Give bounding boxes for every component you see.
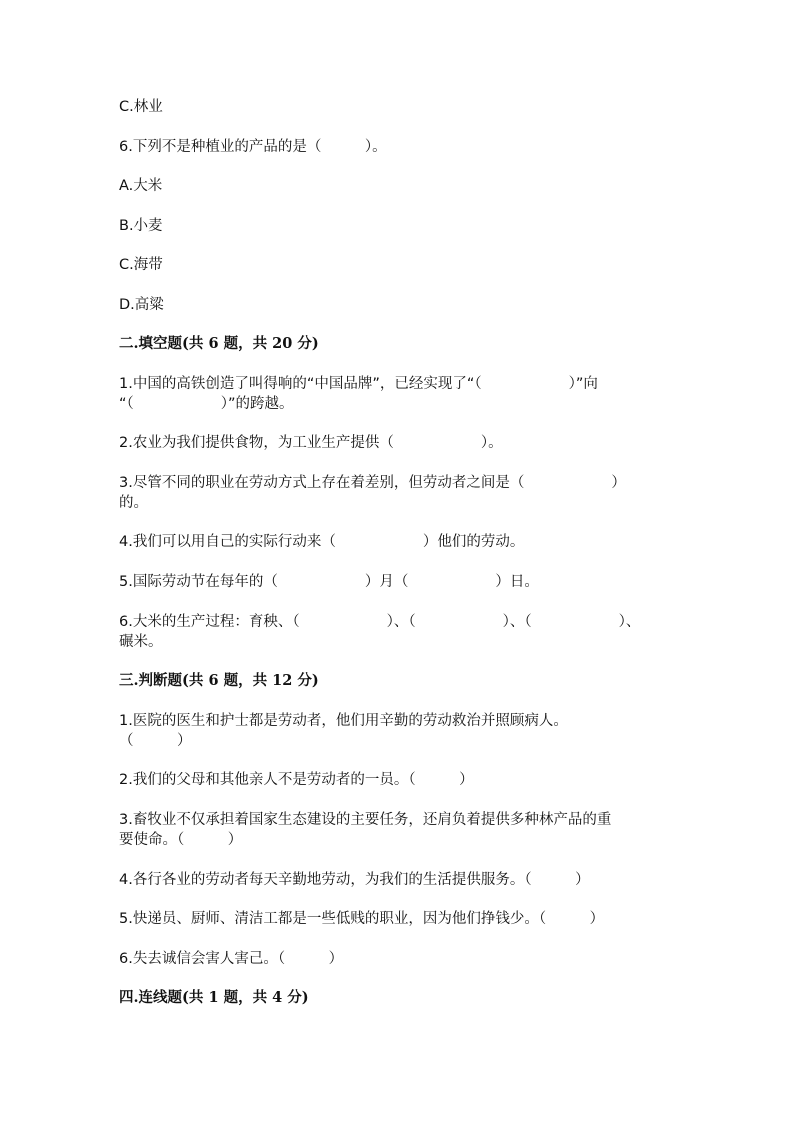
fill-question-1-line-2: “（ ）”的跨越。 (119, 396, 294, 412)
fill-question-1-line-1: 1.中国的高铁创造了叫得响的“中国品牌”，已经实现了“（ ）”向 (119, 376, 598, 392)
judge-question-3-line-2: 要使命。（ ） (119, 832, 243, 848)
option-b: B.小麦 (119, 218, 163, 234)
section-2-heading: 二.填空题(共 6 题，共 20 分) (119, 335, 319, 352)
judge-question-2: 2.我们的父母和其他亲人不是劳动者的一员。（ ） (119, 772, 474, 788)
fill-question-2: 2.农业为我们提供食物，为工业生产提供（ ）。 (119, 435, 503, 451)
option-c-forestry: C.林业 (119, 99, 163, 115)
judge-question-5: 5.快递员、厨师、清洁工都是一些低贱的职业，因为他们挣钱少。（ ） (119, 911, 605, 927)
judge-question-3-line-1: 3.畜牧业不仅承担着国家生态建设的主要任务，还肩负着提供多种林产品的重 (119, 812, 612, 828)
fill-question-3-line-2: 的。 (119, 495, 148, 511)
section-4-heading: 四.连线题(共 1 题，共 4 分) (119, 989, 309, 1006)
fill-question-6-line-2: 碾米。 (119, 634, 163, 650)
fill-question-6-line-1: 6.大米的生产过程：育秧、（ ）、（ ）、（ ）、 (119, 614, 641, 630)
section-3-heading: 三.判断题(共 6 题，共 12 分) (119, 672, 319, 689)
option-c: C.海带 (119, 257, 163, 273)
judge-question-4: 4.各行各业的劳动者每天辛勤地劳动，为我们的生活提供服务。（ ） (119, 872, 590, 888)
judge-question-1-line-2: （ ） (119, 733, 192, 749)
judge-question-6: 6.失去诚信会害人害己。（ ） (119, 951, 344, 967)
question-6-stem: 6.下列不是种植业的产品的是（ ）。 (119, 139, 387, 155)
option-d: D.高粱 (119, 297, 164, 313)
judge-question-1-line-1: 1.医院的医生和护士都是劳动者，他们用辛勤的劳动救治并照顾病人。 (119, 713, 568, 729)
fill-question-4: 4.我们可以用自己的实际行动来（ ）他们的劳动。 (119, 534, 525, 550)
fill-question-3-line-1: 3.尽管不同的职业在劳动方式上存在着差别，但劳动者之间是（ ） (119, 475, 626, 491)
fill-question-5: 5.国际劳动节在每年的（ ）月（ ）日。 (119, 574, 539, 590)
option-a: A.大米 (119, 178, 163, 194)
